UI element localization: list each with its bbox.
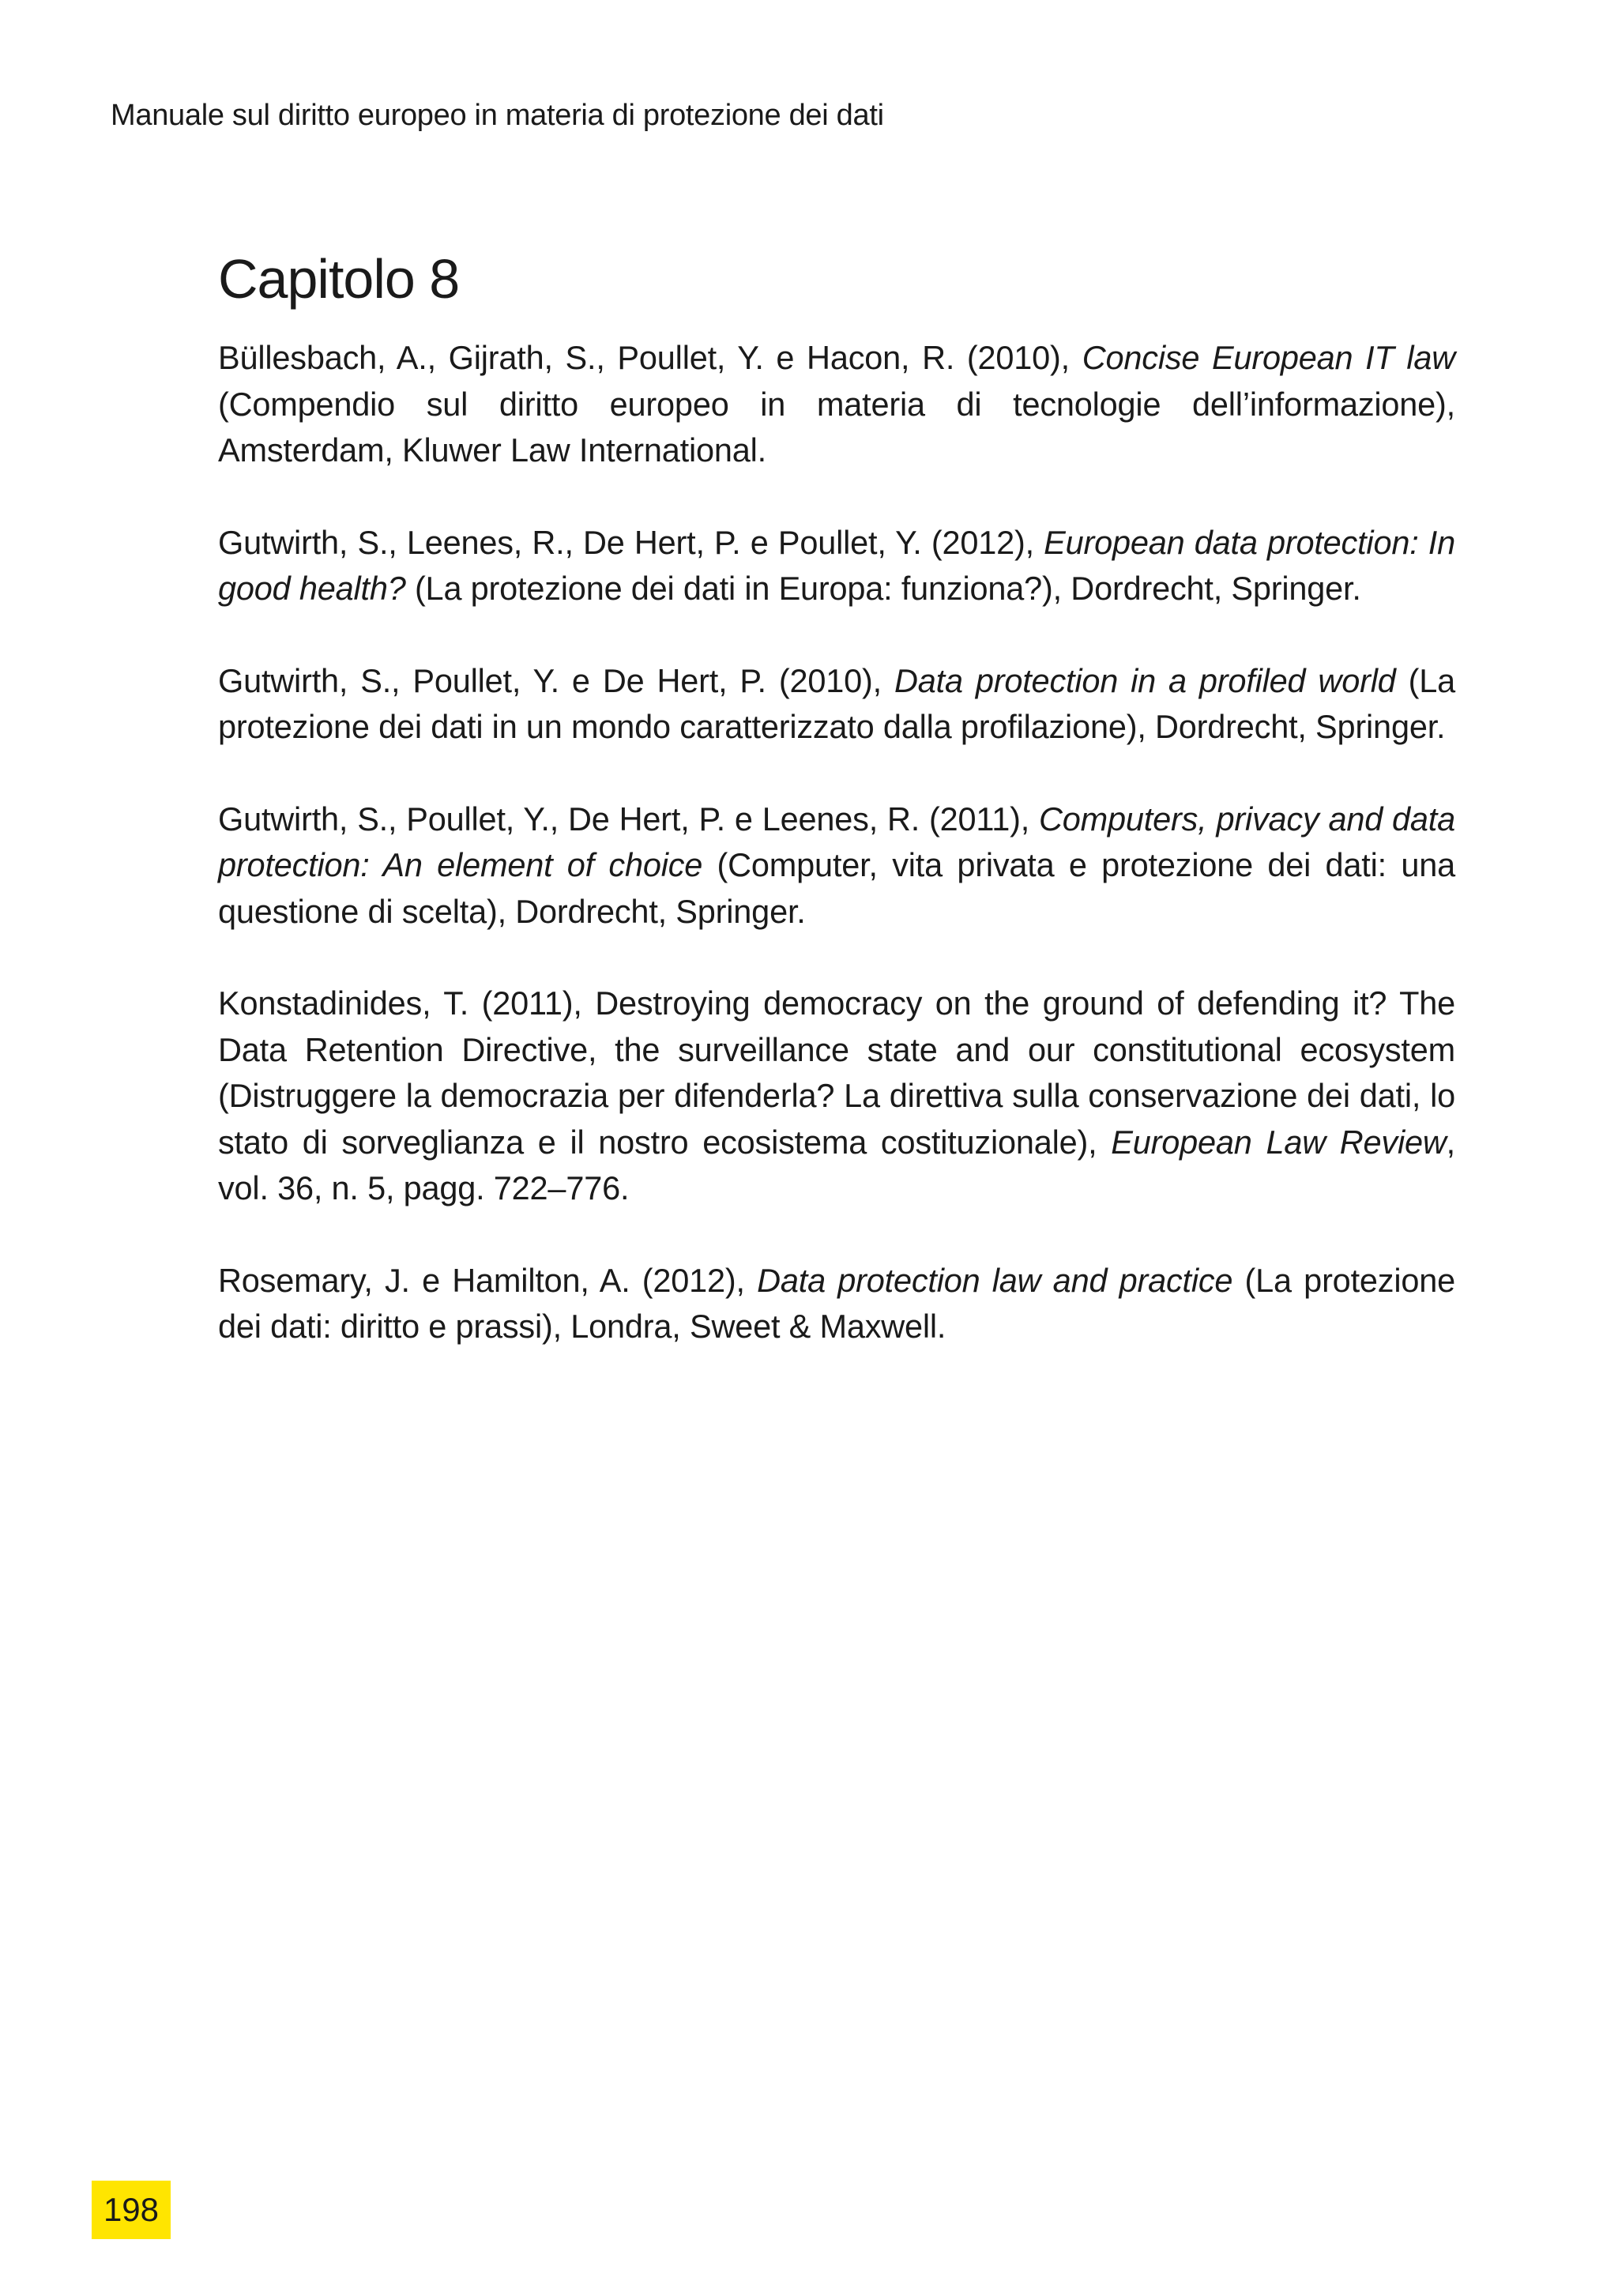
reference-text: , vol. 36, n. 5, pagg. 722–776. <box>218 1123 1455 1206</box>
reference-text: (La protezione dei dati in Europa: funziona?), Dordrecht, Springer. <box>405 570 1361 607</box>
reference-entry <box>218 658 1455 751</box>
reference-entry <box>218 335 1455 474</box>
reference-text: (La protezione dei dati: diritto e prassi), Londra, Sweet & Maxwell. <box>218 1261 1455 1345</box>
reference-list <box>218 335 1455 1396</box>
reference-entry <box>218 520 1455 612</box>
reference-text: Gutwirth, S., Poullet, Y., De Hert, P. e Leenes, R. (2011), <box>218 800 1039 837</box>
reference-title: Computers, privacy and data protection: An element of choice <box>218 800 1455 883</box>
reference-text: Büllesbach, A., Gijrath, S., Poullet, Y. e Hacon, R. (2010), <box>218 339 1082 376</box>
reference-entry <box>218 1258 1455 1350</box>
reference-text: (Computer, vita privata e protezione dei dati: una questione di scelta), Dordrecht, Springer. <box>218 846 1455 930</box>
reference-entry <box>218 796 1455 935</box>
reference-text: Konstadinides, T. (2011), Destroying democracy on the ground of defending it? The Data Retention Directive, the surveillance state and our constitutional ecosystem (Distruggere la democrazia per difenderla? La direttiva sulla conservazione dei dati, lo stato di sorveglianza e il nostro ecosistema costituzionale), <box>218 984 1455 1161</box>
reference-text: Rosemary, J. e Hamilton, A. (2012), <box>218 1261 758 1299</box>
reference-text: Gutwirth, S., Leenes, R., De Hert, P. e Poullet, Y. (2012), <box>218 523 1044 561</box>
reference-entry <box>218 981 1455 1212</box>
running-header: Manuale sul diritto europeo in materia di protezione dei dati <box>111 99 884 132</box>
reference-title: Data protection law and practice <box>757 1261 1233 1299</box>
reference-text: (Compendio sul diritto europeo in materia di tecnologie dell’informazione), Amsterdam, Kluwer Law International. <box>218 385 1455 469</box>
reference-title: European Law Review <box>1111 1123 1447 1161</box>
chapter-title: Capitolo 8 <box>218 248 460 310</box>
reference-text: (La protezione dei dati in un mondo caratterizzato dalla profilazione), Dordrecht, Springer. <box>218 661 1455 745</box>
page-number: 198 <box>92 2181 171 2239</box>
reference-title: Concise European IT law <box>1082 339 1455 376</box>
reference-title: Data protection in a profiled world <box>894 661 1396 699</box>
reference-title: European data protection: In good health? <box>218 523 1455 607</box>
reference-text: Gutwirth, S., Poullet, Y. e De Hert, P. (2010), <box>218 661 894 699</box>
